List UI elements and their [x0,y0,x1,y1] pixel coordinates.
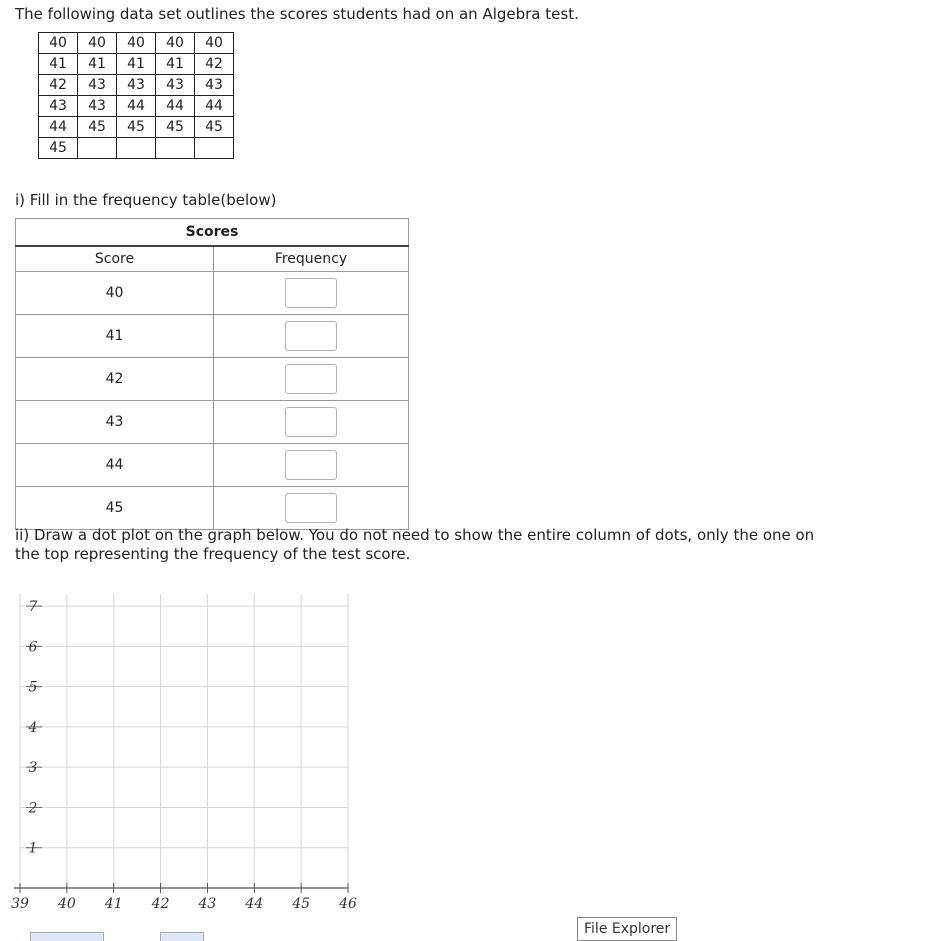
score-cell: 40 [16,272,214,315]
part2-instruction: ii) Draw a dot plot on the graph below. You do not need to show the entire column of dots, only the one on the top representing the frequency of the test score. [15,526,815,563]
frequency-cell [214,444,409,487]
table-row [16,401,409,444]
x-tick-label: 43 [198,896,217,912]
frequency-column-header: Frequency [214,246,409,272]
y-tick-label: 2 [28,800,38,817]
frequency-cell [214,487,409,530]
data-cell: 43 [117,75,156,96]
data-cell: 45 [117,117,156,138]
file-explorer-button[interactable]: File Explorer [577,917,677,941]
toolbar-tab[interactable] [160,932,204,941]
x-tick-label: 41 [104,896,123,912]
data-cell: 45 [78,117,117,138]
data-cell: 43 [39,96,78,117]
data-cell: 44 [117,96,156,117]
table-row [16,487,409,530]
data-cell: 44 [156,96,195,117]
frequency-input-40[interactable] [285,278,337,308]
y-tick-label: 1 [28,840,38,857]
score-cell: 43 [16,401,214,444]
data-cell: 41 [117,54,156,75]
table-row [39,54,234,75]
data-cell: 43 [156,75,195,96]
data-cell [117,138,156,159]
frequency-table [15,218,409,530]
frequency-input-41[interactable] [285,321,337,351]
table-row [39,117,234,138]
table-row [16,444,409,487]
frequency-cell [214,401,409,444]
frequency-cell [214,315,409,358]
data-cell: 45 [195,117,234,138]
dataset-table [38,32,234,159]
dot-plot-graph[interactable] [0,580,380,920]
x-tick-label: 42 [151,896,170,912]
score-cell: 45 [16,487,214,530]
table-row [16,315,409,358]
data-cell: 41 [156,54,195,75]
data-cell: 40 [39,33,78,54]
frequency-cell [214,272,409,315]
x-tick-label: 39 [11,896,29,912]
data-cell: 40 [117,33,156,54]
data-cell: 43 [78,96,117,117]
data-cell [195,138,234,159]
intro-text: The following data set outlines the scores students had on an Algebra test. [15,5,579,23]
table-row [39,138,234,159]
data-cell: 40 [156,33,195,54]
y-tick-label: 5 [28,679,38,696]
data-cell: 42 [39,75,78,96]
x-tick-label: 46 [339,896,357,912]
data-cell: 44 [39,117,78,138]
data-cell: 41 [39,54,78,75]
part1-instruction: i) Fill in the frequency table(below) [15,191,277,209]
data-cell: 41 [78,54,117,75]
table-row [39,96,234,117]
y-tick-label: 4 [28,719,38,736]
frequency-table-caption: Scores [16,219,409,247]
data-cell: 45 [39,138,78,159]
data-cell: 40 [78,33,117,54]
toolbar-tab[interactable] [30,932,104,941]
score-cell: 41 [16,315,214,358]
y-tick-label: 3 [28,760,38,777]
data-cell: 42 [195,54,234,75]
x-tick-label: 40 [57,896,76,912]
score-cell: 44 [16,444,214,487]
score-column-header: Score [16,246,214,272]
data-cell [78,138,117,159]
data-cell: 45 [156,117,195,138]
frequency-input-43[interactable] [285,407,337,437]
table-row [16,272,409,315]
table-row [39,75,234,96]
data-cell [156,138,195,159]
data-cell: 43 [195,75,234,96]
frequency-input-42[interactable] [285,364,337,394]
score-cell: 42 [16,358,214,401]
y-tick-label: 7 [28,599,38,616]
frequency-input-45[interactable] [285,493,337,523]
x-tick-label: 44 [245,896,264,912]
table-row [16,358,409,401]
data-cell: 43 [78,75,117,96]
y-tick-label: 6 [28,639,38,656]
frequency-cell [214,358,409,401]
data-cell: 44 [195,96,234,117]
x-tick-label: 45 [292,896,311,912]
table-row [39,33,234,54]
data-cell: 40 [195,33,234,54]
frequency-input-44[interactable] [285,450,337,480]
